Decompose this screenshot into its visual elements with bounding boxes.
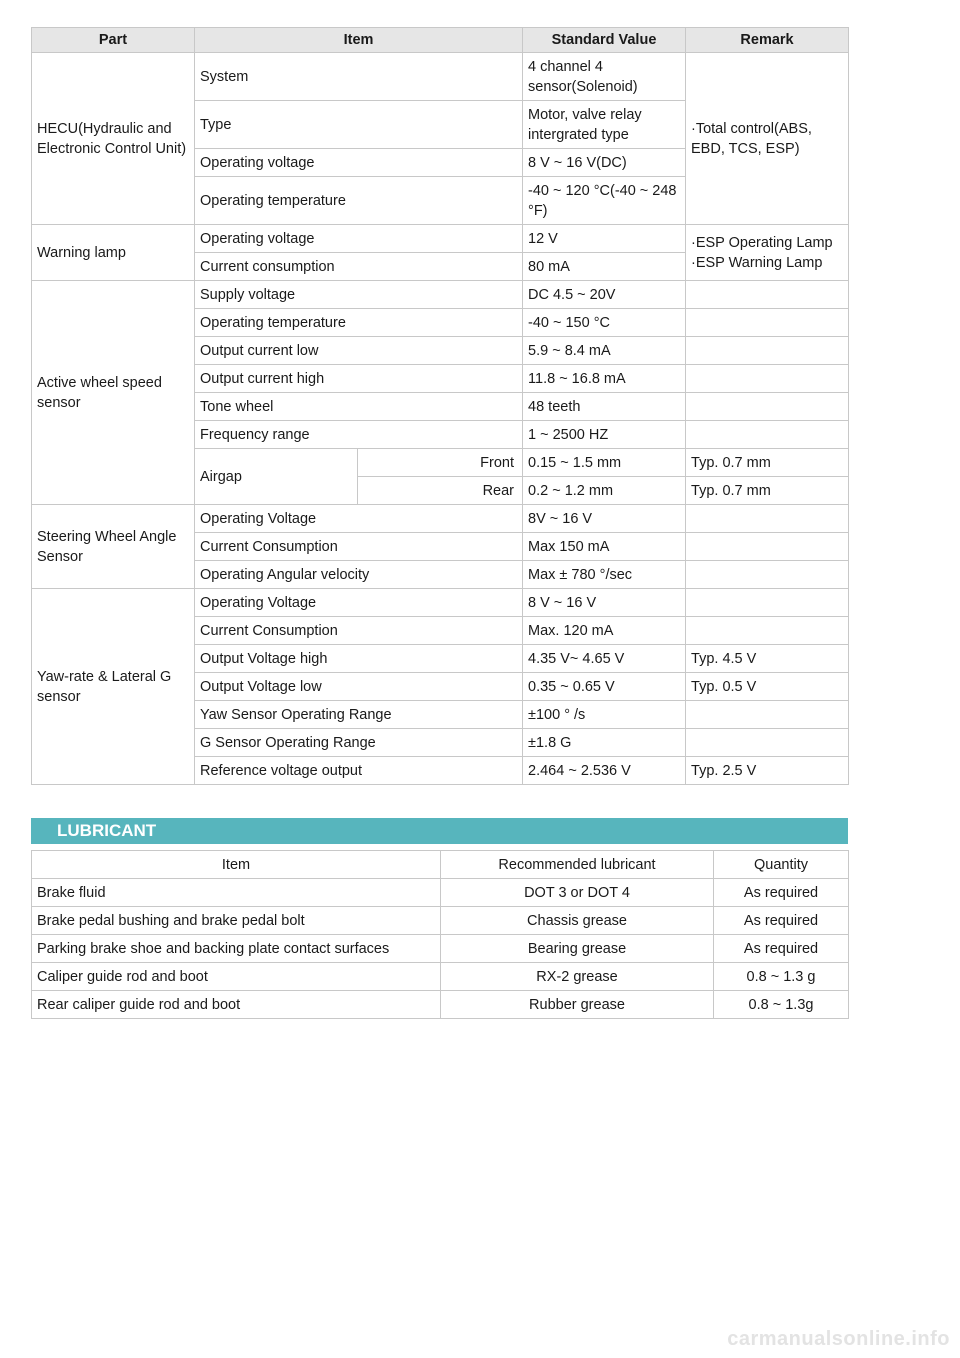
table-row <box>32 281 849 309</box>
item-cell: Type <box>195 101 523 149</box>
value-cell: Max. 120 mA <box>523 617 686 645</box>
remark-cell <box>686 365 849 393</box>
lubricant-cell: Chassis grease <box>441 907 714 935</box>
part-steering-sensor: Steering Wheel Angle Sensor <box>32 505 195 589</box>
item-cell: Frequency range <box>195 421 523 449</box>
quantity-cell: As required <box>714 935 849 963</box>
value-cell: -40 ~ 150 °C <box>523 309 686 337</box>
value-cell: 2.464 ~ 2.536 V <box>523 757 686 785</box>
value-cell: 11.8 ~ 16.8 mA <box>523 365 686 393</box>
quantity-cell: As required <box>714 907 849 935</box>
quantity-cell: As required <box>714 879 849 907</box>
item-cell: Operating Voltage <box>195 589 523 617</box>
part-warning-lamp: Warning lamp <box>32 225 195 281</box>
value-cell: 5.9 ~ 8.4 mA <box>523 337 686 365</box>
remark-cell: Typ. 0.5 V <box>686 673 849 701</box>
item-airgap: Airgap <box>195 449 358 505</box>
header-standard-value: Standard Value <box>523 28 686 53</box>
item-cell: Parking brake shoe and backing plate contact surfaces <box>32 935 441 963</box>
subitem-rear: Rear <box>358 477 523 505</box>
part-yaw-sensor: Yaw-rate & Lateral G sensor <box>32 589 195 785</box>
table-row <box>32 53 849 101</box>
remark-cell <box>686 701 849 729</box>
item-cell: Current consumption <box>195 253 523 281</box>
header-quantity: Quantity <box>714 851 849 879</box>
item-cell: Operating Angular velocity <box>195 561 523 589</box>
lubricant-cell: Bearing grease <box>441 935 714 963</box>
table-row <box>32 935 849 963</box>
header-part: Part <box>32 28 195 53</box>
table-row <box>32 589 849 617</box>
remark-cell: Typ. 4.5 V <box>686 645 849 673</box>
value-cell: 4 channel 4 sensor(Solenoid) <box>523 53 686 101</box>
remark-line: ·ESP Warning Lamp <box>691 254 823 271</box>
item-cell: System <box>195 53 523 101</box>
item-cell: Tone wheel <box>195 393 523 421</box>
item-cell: Brake pedal bushing and brake pedal bolt <box>32 907 441 935</box>
value-cell: ±1.8 G <box>523 729 686 757</box>
value-cell: 0.35 ~ 0.65 V <box>523 673 686 701</box>
item-cell: Caliper guide rod and boot <box>32 963 441 991</box>
item-cell: Output current high <box>195 365 523 393</box>
remark-cell: Typ. 2.5 V <box>686 757 849 785</box>
value-cell: 4.35 V~ 4.65 V <box>523 645 686 673</box>
remark-cell <box>686 561 849 589</box>
remark-hecu: ·Total control(ABS, EBD, TCS, ESP) <box>686 53 849 225</box>
remark-cell <box>686 617 849 645</box>
remark-cell <box>686 505 849 533</box>
part-hecu: HECU(Hydraulic and Electronic Control Unit) <box>32 53 195 225</box>
value-cell: 0.15 ~ 1.5 mm <box>523 449 686 477</box>
remark-cell <box>686 337 849 365</box>
value-cell: 48 teeth <box>523 393 686 421</box>
table-row <box>32 225 849 253</box>
lubricant-cell: DOT 3 or DOT 4 <box>441 879 714 907</box>
lubricant-table <box>31 850 849 1019</box>
value-cell: Motor, valve relay intergrated type <box>523 101 686 149</box>
item-cell: Output current low <box>195 337 523 365</box>
watermark: carmanualsonline.info <box>727 1328 950 1350</box>
value-cell: DC 4.5 ~ 20V <box>523 281 686 309</box>
remark-cell <box>686 281 849 309</box>
quantity-cell: 0.8 ~ 1.3 g <box>714 963 849 991</box>
header-item: Item <box>195 28 523 53</box>
part-wheel-speed-sensor: Active wheel speed sensor <box>32 281 195 505</box>
header-remark: Remark <box>686 28 849 53</box>
remark-cell: Typ. 0.7 mm <box>686 477 849 505</box>
item-cell: Current Consumption <box>195 533 523 561</box>
spec-header-row <box>32 28 849 53</box>
table-row <box>32 991 849 1019</box>
value-cell: 1 ~ 2500 HZ <box>523 421 686 449</box>
value-cell: 80 mA <box>523 253 686 281</box>
value-cell: Max 150 mA <box>523 533 686 561</box>
value-cell: 8 V ~ 16 V(DC) <box>523 149 686 177</box>
remark-cell <box>686 729 849 757</box>
remark-cell: Typ. 0.7 mm <box>686 449 849 477</box>
table-row <box>32 907 849 935</box>
remark-cell <box>686 393 849 421</box>
value-cell: 8V ~ 16 V <box>523 505 686 533</box>
lubricant-cell: Rubber grease <box>441 991 714 1019</box>
item-cell: Brake fluid <box>32 879 441 907</box>
item-cell: Output Voltage high <box>195 645 523 673</box>
item-cell: Yaw Sensor Operating Range <box>195 701 523 729</box>
item-cell: Operating temperature <box>195 309 523 337</box>
value-cell: 8 V ~ 16 V <box>523 589 686 617</box>
remark-cell <box>686 309 849 337</box>
header-recommended-lubricant: Recommended lubricant <box>441 851 714 879</box>
remark-cell <box>686 589 849 617</box>
lubricant-section-title: LUBRICANT <box>31 818 848 844</box>
remark-line: ·ESP Operating Lamp <box>691 234 833 251</box>
item-cell: Current Consumption <box>195 617 523 645</box>
item-cell: Output Voltage low <box>195 673 523 701</box>
item-cell: Operating temperature <box>195 177 523 225</box>
table-row <box>32 963 849 991</box>
value-cell: Max ± 780 °/sec <box>523 561 686 589</box>
table-row <box>32 505 849 533</box>
item-cell: Operating voltage <box>195 225 523 253</box>
value-cell: ±100 ° /s <box>523 701 686 729</box>
remark-warning-lamp <box>686 225 849 281</box>
value-cell: 0.2 ~ 1.2 mm <box>523 477 686 505</box>
item-cell: Supply voltage <box>195 281 523 309</box>
lubricant-header-row <box>32 851 849 879</box>
subitem-front: Front <box>358 449 523 477</box>
item-cell: Operating voltage <box>195 149 523 177</box>
quantity-cell: 0.8 ~ 1.3g <box>714 991 849 1019</box>
value-cell: 12 V <box>523 225 686 253</box>
item-cell: G Sensor Operating Range <box>195 729 523 757</box>
remark-cell <box>686 533 849 561</box>
value-cell: -40 ~ 120 °C(-40 ~ 248 °F) <box>523 177 686 225</box>
specification-table <box>31 27 849 785</box>
remark-cell <box>686 421 849 449</box>
header-item: Item <box>32 851 441 879</box>
lubricant-cell: RX-2 grease <box>441 963 714 991</box>
item-cell: Rear caliper guide rod and boot <box>32 991 441 1019</box>
table-row <box>32 879 849 907</box>
item-cell: Reference voltage output <box>195 757 523 785</box>
item-cell: Operating Voltage <box>195 505 523 533</box>
